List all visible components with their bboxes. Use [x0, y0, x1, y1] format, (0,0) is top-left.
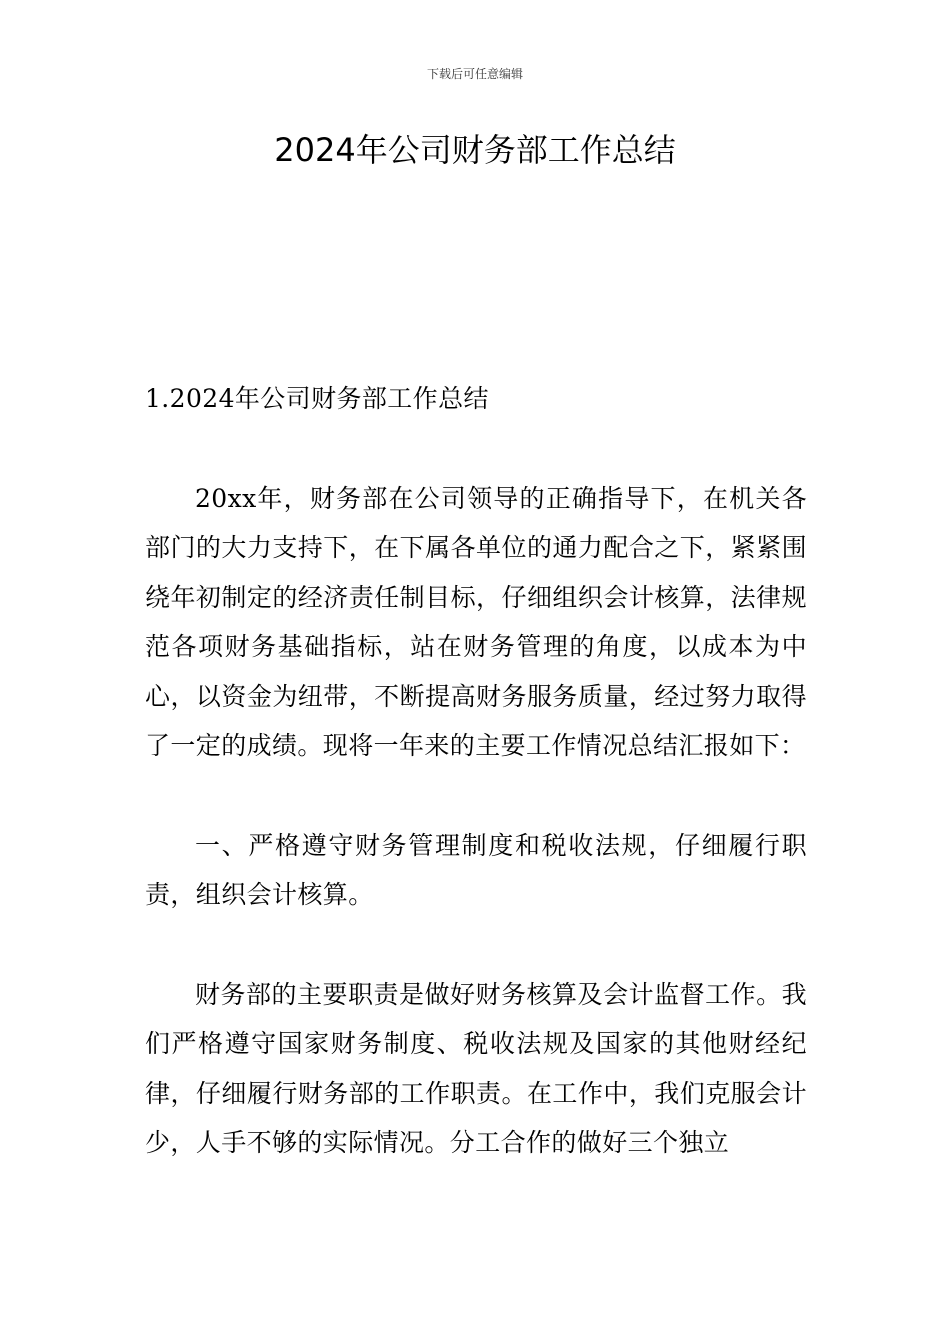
body-paragraph-one: 财务部的主要职责是做好财务核算及会计监督工作。我们严格遵守国家财务制度、税收法规及国家的其他财经纪律，仔细履行财务部的工作职责。在工作中，我们克服会计少，人手不够的实际情况。分工合作的做好三个独立: [145, 979, 807, 1157]
document-title: 2024年公司财务部工作总结: [274, 131, 676, 169]
section-title: 1.2024年公司财务部工作总结: [145, 384, 489, 413]
document-body: [145, 374, 807, 1168]
header-note: 下载后可任意编辑: [426, 67, 523, 81]
intro-paragraph: 20xx年，财务部在公司领导的正确指导下，在机关各部门的大力支持下，在下属各单位的通力配合之下，紧紧围绕年初制定的经济责任制目标，仔细组织会计核算，法律规范各项财务基础指标，站在财务管理的角度，以成本为中心，以资金为纽带，不断提高财务服务质量，经过努力取得了一定的成绩。现将一年来的主要工作情况总结汇报如下：: [145, 483, 807, 760]
section-heading-one: 一、严格遵守财务管理制度和税收法规，仔细履行职责，组织会计核算。: [145, 830, 807, 909]
